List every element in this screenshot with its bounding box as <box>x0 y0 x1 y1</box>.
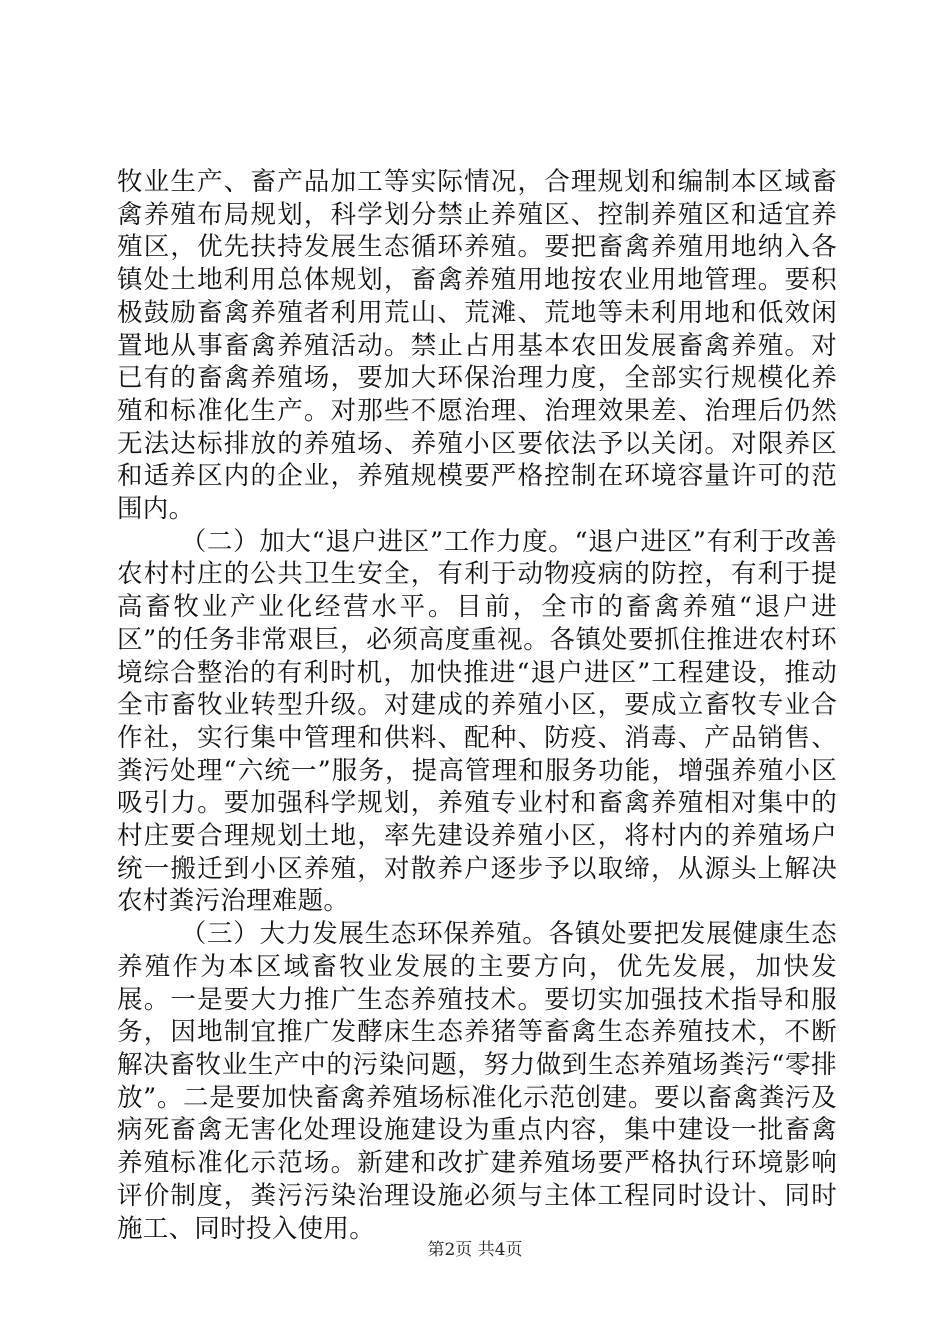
paragraph-section-2: （二）加大“退户进区”工作力度。“退户进区”有利于改善农村村庄的公共卫生安全，有利于动物疫病的防控，有利于提高畜牧业产业化经营水平。目前，全市的畜禽养殖“退户进区”的任务非常艰巨，必须高度重视。各镇处要抓住推进农村环境综合整治的有利时机，加快推进“退户进区”工程建设，推动全市畜牧业转型升级。对建成的养殖小区，要成立畜牧专业合作社，实行集中管理和供料、配种、防疫、消毒、产品销售、粪污处理“六统一”服务，提高管理和服务功能，增强养殖小区吸引力。要加强科学规划，养殖专业村和畜禽养殖相对集中的村庄要合理规划土地，率先建设养殖小区，将村内的养殖场户统一搬迁到小区养殖，对散养户逐步予以取缔，从源头上解决农村粪污治理难题。 <box>117 526 837 917</box>
paragraph-continuation: 牧业生产、畜产品加工等实际情况，合理规划和编制本区域畜禽养殖布局规划，科学划分禁止养殖区、控制养殖区和适宜养殖区，优先扶持发展生态循环养殖。要把畜禽养殖用地纳入各镇处土地利用总体规划，畜禽养殖用地按农业用地管理。要积极鼓励畜禽养殖者利用荒山、荒滩、荒地等未利用地和低效闲置地从事畜禽养殖活动。禁止占用基本农田发展畜禽养殖。对已有的畜禽养殖场，要加大环保治理力度，全部实行规模化养殖和标准化生产。对那些不愿治理、治理效果差、治理后仍然无法达标排放的养殖场、养殖小区要依法予以关闭。对限养区和适养区内的企业，养殖规模要严格控制在环境容量许可的范围内。 <box>117 167 837 525</box>
paragraph-section-3: （三）大力发展生态环保养殖。各镇处要把发展健康生态养殖作为本区域畜牧业发展的主要方向，优先发展，加快发展。一是要大力推广生态养殖技术。要切实加强技术指导和服务，因地制宜推广发酵床生态养猪等畜禽生态养殖技术，不断解决畜牧业生产中的污染问题，努力做到生态养殖场粪污“零排放”。二是要加快畜禽养殖场标准化示范创建。要以畜禽粪污及病死畜禽无害化处理设施建设为重点内容，集中建设一批畜禽养殖标准化示范场。新建和改扩建养殖场要严格执行环境影响评价制度，粪污污染治理设施必须与主体工程同时设计、同时施工、同时投入使用。 <box>117 919 837 1244</box>
document-body <box>117 166 837 1245</box>
page-number-footer: 第2页 共4页 <box>427 1240 523 1260</box>
